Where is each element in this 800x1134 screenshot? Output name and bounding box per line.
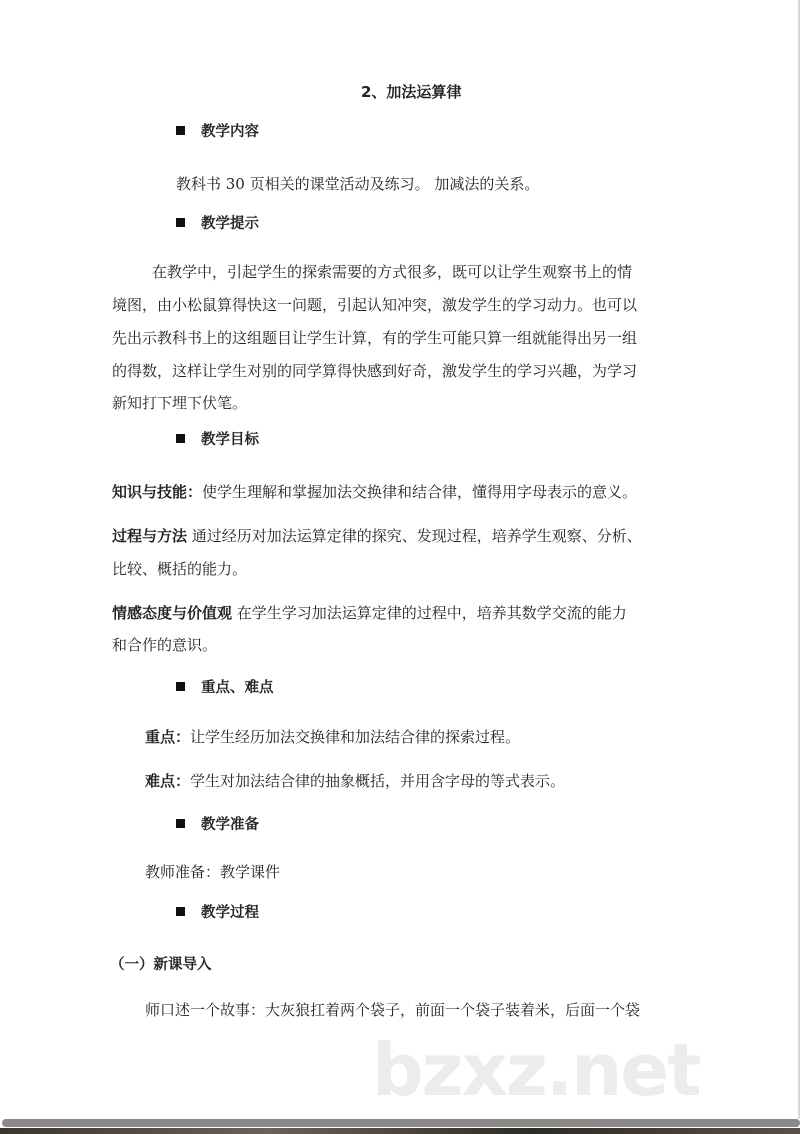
hint-line: 在教学中，引起学生的探索需要的方式很多，既可以让学生观察书上的情 [152,263,633,281]
background-strip [0,1128,800,1134]
heading-text: 教学内容 [201,124,259,140]
heading-prep [176,815,259,835]
heading-text: 教学提示 [201,216,259,232]
bullet-square-icon [176,126,185,135]
page-title: 2、加法运算律 [361,83,462,101]
goal-text-cont: 和合作的意识。 [112,636,218,654]
bullet-square-icon [176,218,185,227]
goal-process [112,526,642,546]
key-label: 重点： [145,728,191,746]
heading-text: 教学目标 [201,432,259,448]
key-text: 学生对加法结合律的抽象概括，并用含字母的等式表示。 [190,772,566,790]
goal-label: 情感态度与价值观 [112,604,233,622]
goal-label: 过程与方法 [112,527,188,545]
heading-hint [176,214,259,234]
heading-content [176,122,259,142]
content-text: 教科书 30 页相关的课堂活动及练习。 加减法的关系。 [176,175,540,193]
hint-line: 境图，由小松鼠算得快这一问题，引起认知冲突，激发学生的学习动力。也可以 [112,296,638,314]
key-point [145,727,520,747]
key-label: 难点： [145,772,191,790]
goal-text: 在学生学习加法运算定律的过程中，培养其数学交流的能力 [232,604,627,622]
goal-knowledge [112,482,637,502]
hint-line: 先出示教科书上的这组题目让学生计算，有的学生可能只算一组就能得出另一组 [112,329,638,347]
hint-line: 的得数，这样让学生对别的同学算得快感到好奇，激发学生的学习兴趣，为学习 [112,362,638,380]
prep-text: 教师准备：教学课件 [145,863,281,881]
bullet-square-icon [176,907,185,916]
heading-key [176,678,274,698]
difficult-point [145,771,565,791]
heading-text: 教学过程 [201,905,259,921]
watermark: bzxz.net [372,1028,700,1112]
goal-label: 知识与技能： [112,483,203,501]
heading-text: 教学准备 [201,817,259,833]
bullet-square-icon [176,819,185,828]
heading-goals [176,430,259,450]
hint-line: 新知打下埋下伏笔。 [112,394,248,412]
horizontal-scrollbar[interactable] [2,1119,800,1127]
goal-text: 使学生理解和掌握加法交换律和结合律，懂得用字母表示的意义。 [202,483,638,501]
subheading-intro: （一）新课导入 [110,957,212,973]
heading-process [176,903,259,923]
heading-text: 重点、难点 [201,680,274,696]
intro-text: 师口述一个故事：大灰狼扛着两个袋子，前面一个袋子装着米，后面一个袋 [145,1001,641,1019]
bullet-square-icon [176,434,185,443]
goal-text-cont: 比较、概括的能力。 [112,560,248,578]
key-text: 让学生经历加法交换律和加法结合律的探索过程。 [190,728,521,746]
goal-emotion [112,603,627,623]
bullet-square-icon [176,682,185,691]
goal-text: 通过经历对加法运算定律的探究、发现过程，培养学生观察、分析、 [187,527,642,545]
